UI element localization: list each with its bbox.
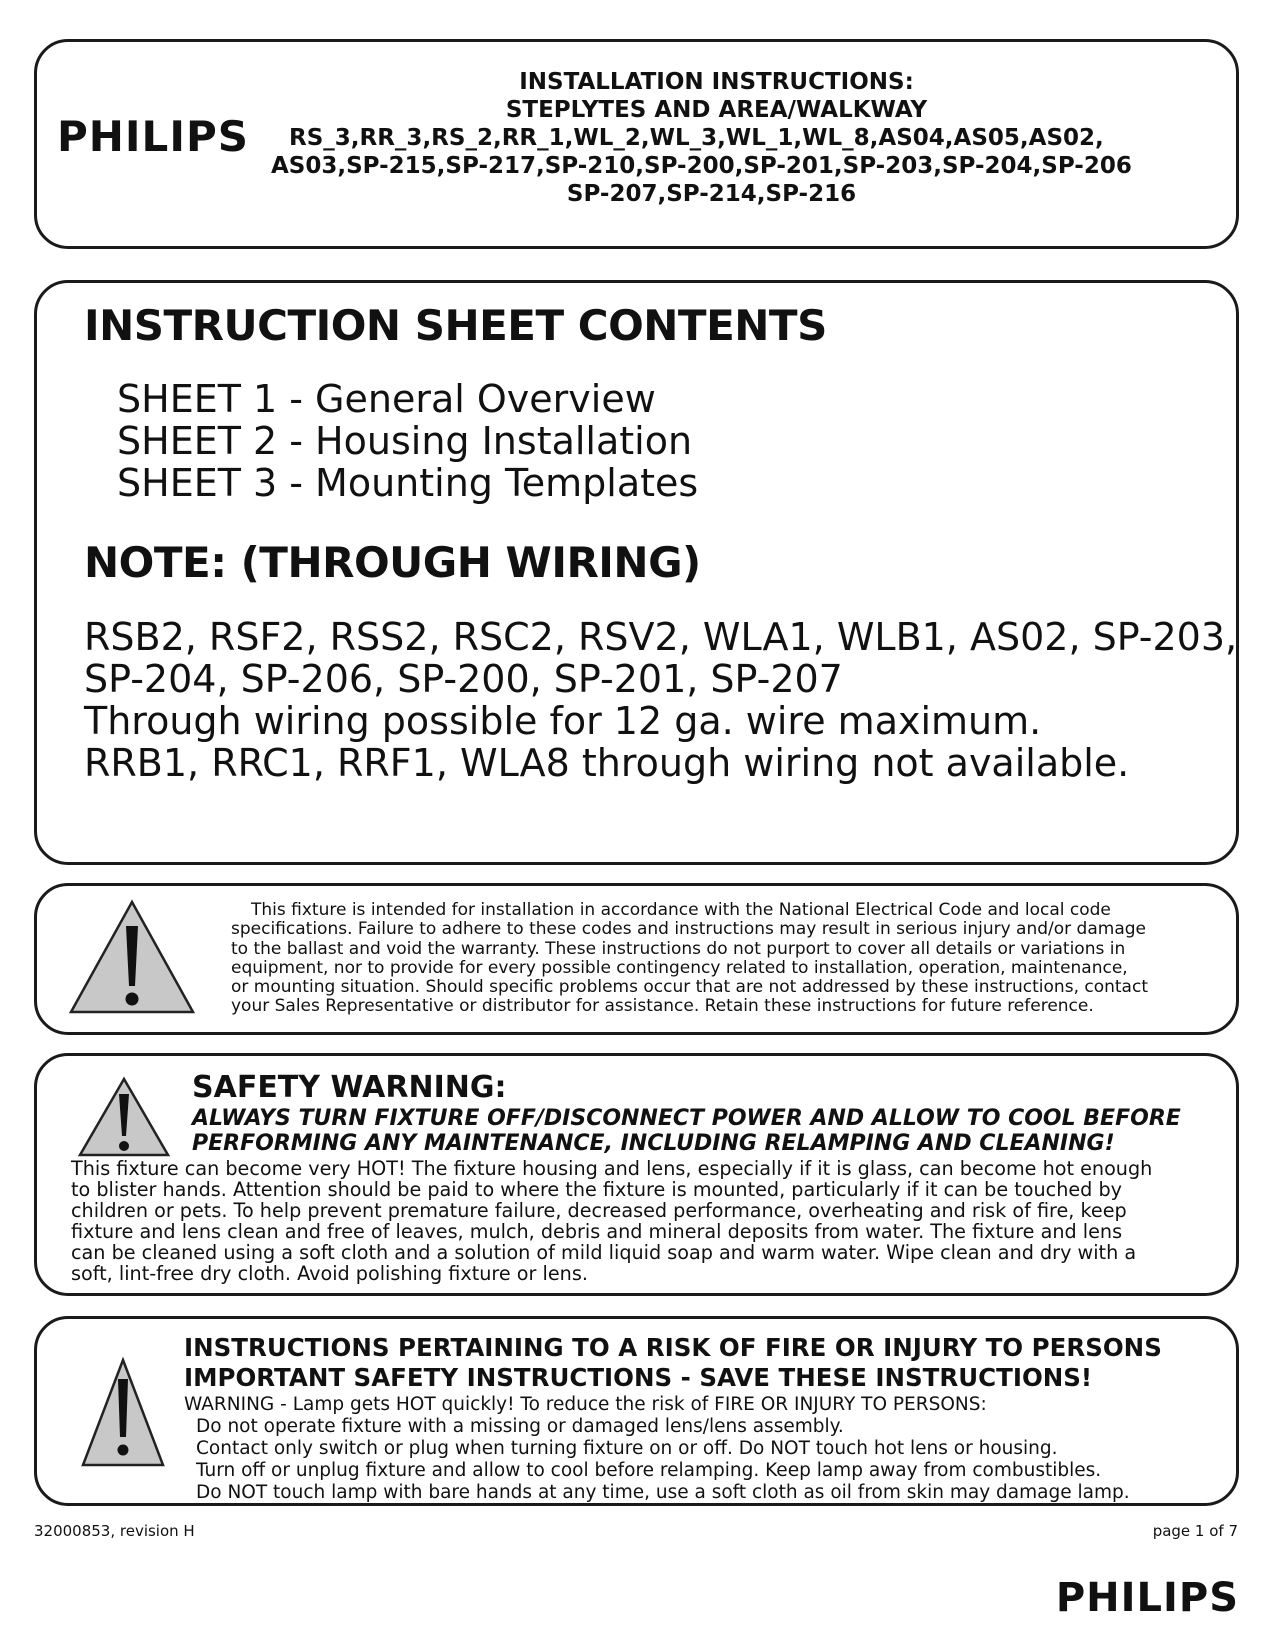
document-number: 32000853, revision H <box>34 1522 195 1540</box>
warning-line: your Sales Representative or distributor for assistance. Retain these instructions for future reference. <box>231 996 1094 1017</box>
general-warning-text <box>231 901 1216 1017</box>
header-line: INSTALLATION INSTRUCTIONS: <box>519 69 914 95</box>
sheet-list <box>117 378 698 504</box>
header-line: RS_3,RR_3,RS_2,RR_1,WL_2,WL_3,WL_1,WL_8,AS04,AS05,AS02, <box>289 125 1104 151</box>
safety-warning-subtitle <box>192 1106 1181 1156</box>
note-line: RRB1, RRC1, RRF1, WLA8 through wiring not available. <box>84 741 1130 785</box>
safety-warning-body <box>71 1158 1212 1284</box>
list-item: Contact only switch or plug when turning fixture on or off. Do NOT touch hot lens or housing. <box>196 1438 1058 1459</box>
fire-warning-box <box>34 1316 1239 1506</box>
sheet-item: SHEET 2 - Housing Installation <box>117 419 693 463</box>
body-line: This fixture can become very HOT! The fixture housing and lens, especially if it is glass, can become hot enough <box>71 1157 1153 1180</box>
safety-warning-title: SAFETY WARNING: <box>192 1070 507 1105</box>
body-line: to blister hands. Attention should be paid to where the fixture is mounted, particularly if it can be touched by <box>71 1178 1122 1201</box>
fire-warning-intro: WARNING - Lamp gets HOT quickly! To reduce the risk of FIRE OR INJURY TO PERSONS: <box>184 1394 987 1415</box>
warning-triangle-icon <box>67 898 197 1016</box>
header-line: SP-207,SP-214,SP-216 <box>566 181 857 207</box>
warning-triangle-icon <box>77 1076 171 1158</box>
header-line: AS03,SP-215,SP-217,SP-210,SP-200,SP-201,SP-203,SP-204,SP-206 <box>271 153 1132 179</box>
warning-line: or mounting situation. Should specific problems occur that are not addressed by these instructions, contact <box>231 977 1148 998</box>
note-line: Through wiring possible for 12 ga. wire maximum. <box>84 699 1042 743</box>
body-line: fixture and lens clean and free of leaves, mulch, debris and mineral deposits from water. The fixture and lens <box>71 1220 1123 1243</box>
warning-line: This fixture is intended for installation in accordance with the National Electrical Code and local code <box>251 900 1111 920</box>
subtitle-line: PERFORMING ANY MAINTENANCE, INCLUDING RELAMPING AND CLEANING! <box>192 1131 1115 1156</box>
fire-warning-title <box>184 1333 1162 1393</box>
body-line: children or pets. To help prevent premature failure, decreased performance, overheating and risk of fire, keep <box>71 1199 1127 1222</box>
header-line: STEPLYTES AND AREA/WALKWAY <box>505 97 928 123</box>
note-title: NOTE: (THROUGH WIRING) <box>84 538 701 587</box>
body-line: can be cleaned using a soft cloth and a solution of mild liquid soap and warm water. Wipe clean and dry with a <box>71 1241 1137 1264</box>
philips-logo: PHILIPS <box>57 112 249 161</box>
safety-warning-box <box>34 1053 1239 1296</box>
warning-triangle-icon <box>80 1357 166 1469</box>
note-line: RSB2, RSF2, RSS2, RSC2, RSV2, WLA1, WLB1, AS02, SP-203, <box>84 615 1238 659</box>
note-line: SP-204, SP-206, SP-200, SP-201, SP-207 <box>84 657 843 701</box>
title-line: INSTRUCTIONS PERTAINING TO A RISK OF FIRE OR INJURY TO PERSONS <box>184 1333 1162 1362</box>
sheet-item: SHEET 1 - General Overview <box>117 377 656 421</box>
body-line: soft, lint-free dry cloth. Avoid polishing fixture or lens. <box>71 1262 588 1285</box>
list-item: Turn off or unplug fixture and allow to cool before relamping. Keep lamp away from combustibles. <box>196 1460 1102 1481</box>
philips-footer-logo: PHILIPS <box>1055 1575 1239 1621</box>
list-item: Do not operate fixture with a missing or damaged lens/lens assembly. <box>196 1416 844 1437</box>
contents-title: INSTRUCTION SHEET CONTENTS <box>84 301 827 350</box>
general-warning-box <box>34 883 1239 1035</box>
header-title <box>227 68 1196 208</box>
list-item: Do NOT touch lamp with bare hands at any time, use a soft cloth as oil from skin may damage lamp. <box>196 1482 1130 1503</box>
note-text <box>84 616 1237 784</box>
title-line: IMPORTANT SAFETY INSTRUCTIONS - SAVE THESE INSTRUCTIONS! <box>184 1363 1093 1392</box>
warning-line: to the ballast and void the warranty. These instructions do not purport to cover all details or variations in <box>231 938 1126 959</box>
header-box <box>34 39 1239 249</box>
subtitle-line: ALWAYS TURN FIXTURE OFF/DISCONNECT POWER AND ALLOW TO COOL BEFORE <box>192 1106 1181 1131</box>
warning-line: equipment, nor to provide for every possible contingency related to installation, operation, maintenance, <box>231 957 1128 978</box>
warning-line: specifications. Failure to adhere to these codes and instructions may result in serious injury and/or damage <box>231 919 1146 940</box>
page-number: page 1 of 7 <box>1152 1522 1238 1540</box>
contents-box <box>34 280 1239 865</box>
sheet-item: SHEET 3 - Mounting Templates <box>117 461 699 505</box>
fire-warning-list <box>196 1416 1130 1504</box>
